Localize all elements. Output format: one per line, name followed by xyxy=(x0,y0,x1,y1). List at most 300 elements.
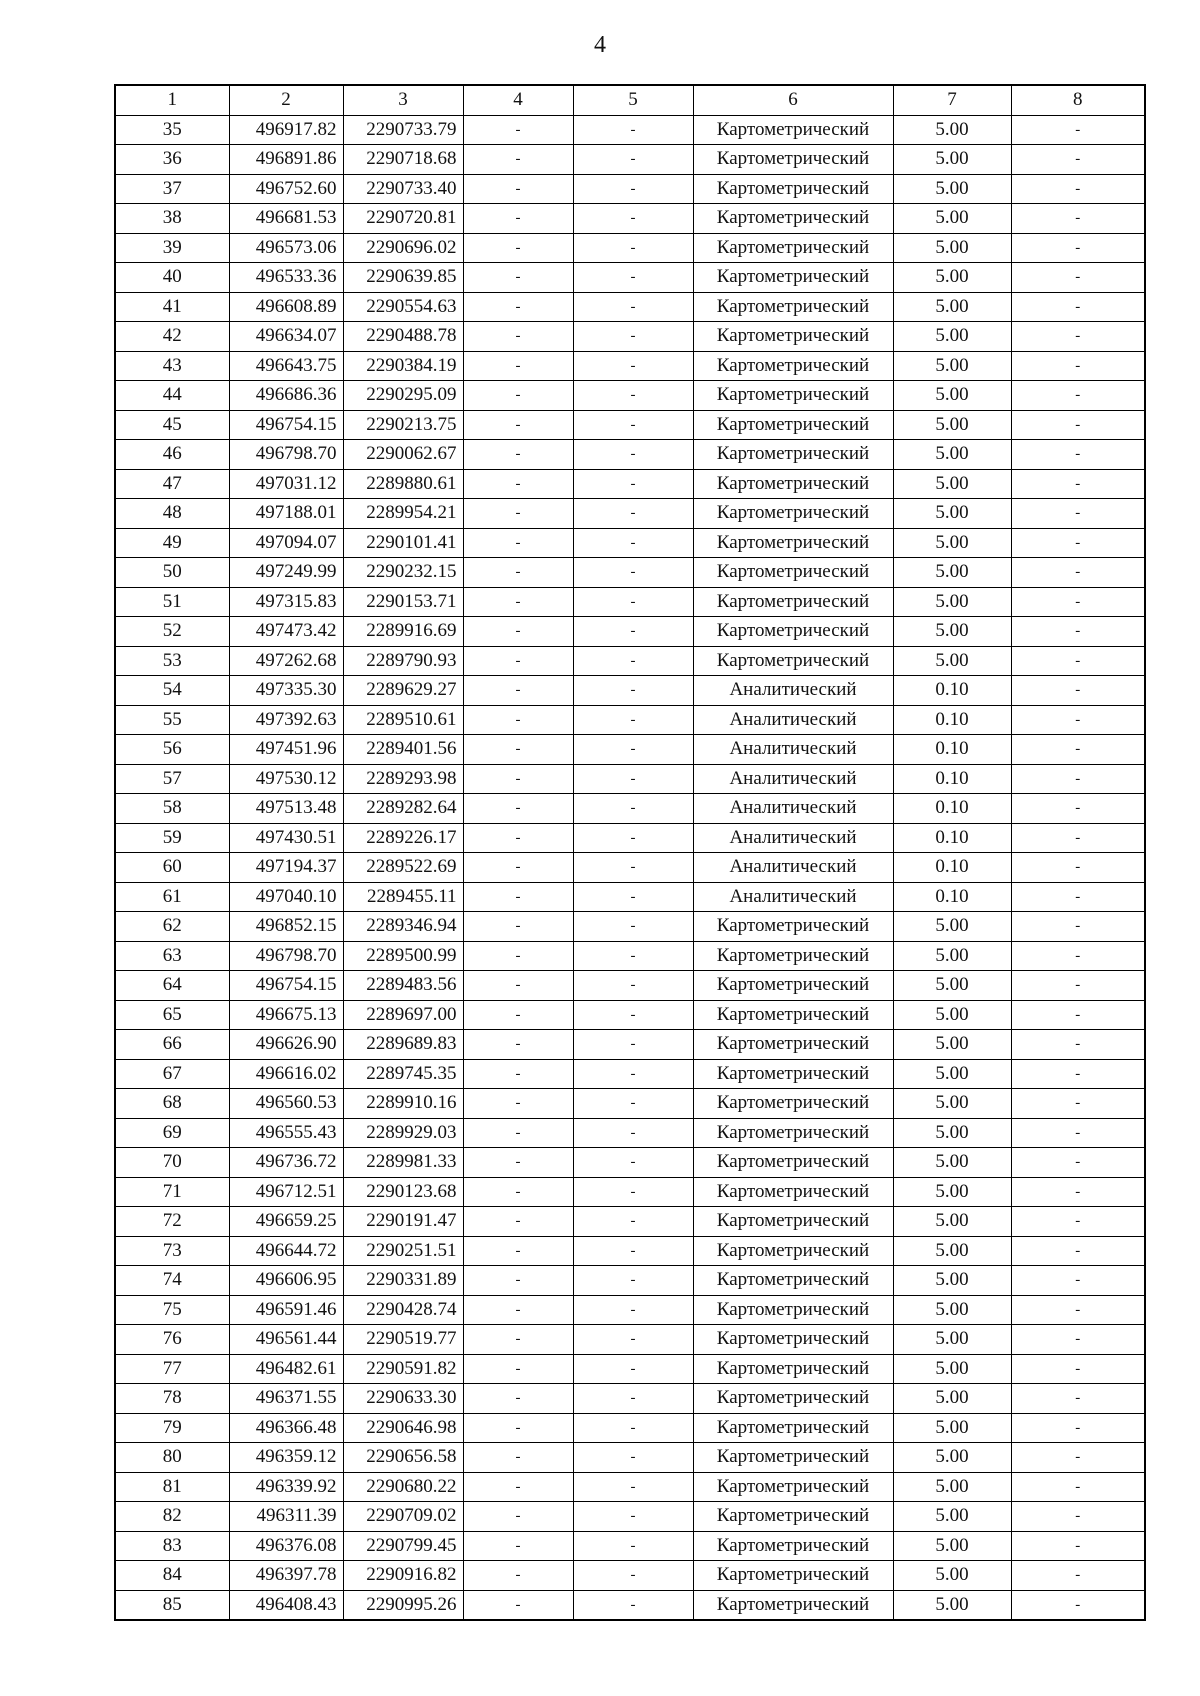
cell-accuracy: 5.00 xyxy=(893,1089,1011,1119)
cell-col-5-value: - xyxy=(573,676,693,706)
cell-x-coordinate: 496754.15 xyxy=(229,410,343,440)
cell-col-8-value: - xyxy=(1011,1295,1145,1325)
cell-col-4-value: - xyxy=(463,1590,573,1620)
cell-col-5-value: - xyxy=(573,558,693,588)
cell-method: Картометрический xyxy=(693,1413,893,1443)
cell-accuracy: 5.00 xyxy=(893,351,1011,381)
cell-col-8-value: - xyxy=(1011,823,1145,853)
cell-x-coordinate: 497249.99 xyxy=(229,558,343,588)
cell-method: Аналитический xyxy=(693,794,893,824)
cell-col-8-value: - xyxy=(1011,1502,1145,1532)
cell-col-5-value: - xyxy=(573,145,693,175)
cell-col-8-value: - xyxy=(1011,1384,1145,1414)
cell-method: Картометрический xyxy=(693,1384,893,1414)
cell-col-5-value: - xyxy=(573,263,693,293)
cell-y-coordinate: 2289483.56 xyxy=(343,971,463,1001)
cell-method: Аналитический xyxy=(693,676,893,706)
cell-col-4-value: - xyxy=(463,1266,573,1296)
cell-col-5-value: - xyxy=(573,617,693,647)
cell-x-coordinate: 496634.07 xyxy=(229,322,343,352)
cell-col-4-value: - xyxy=(463,440,573,470)
cell-x-coordinate: 496675.13 xyxy=(229,1000,343,1030)
cell-col-8-value: - xyxy=(1011,676,1145,706)
cell-accuracy: 5.00 xyxy=(893,558,1011,588)
column-header-7: 7 xyxy=(893,85,1011,115)
cell-col-5-value: - xyxy=(573,469,693,499)
cell-col-4-value: - xyxy=(463,1384,573,1414)
cell-col-8-value: - xyxy=(1011,1561,1145,1591)
table-row xyxy=(115,204,1145,234)
cell-accuracy: 5.00 xyxy=(893,1030,1011,1060)
cell-col-5-value: - xyxy=(573,351,693,381)
cell-accuracy: 5.00 xyxy=(893,646,1011,676)
cell-y-coordinate: 2289455.11 xyxy=(343,882,463,912)
cell-point-number: 51 xyxy=(115,587,229,617)
cell-point-number: 39 xyxy=(115,233,229,263)
cell-y-coordinate: 2290062.67 xyxy=(343,440,463,470)
cell-col-5-value: - xyxy=(573,1059,693,1089)
cell-accuracy: 0.10 xyxy=(893,705,1011,735)
cell-method: Картометрический xyxy=(693,1000,893,1030)
cell-x-coordinate: 496339.92 xyxy=(229,1472,343,1502)
cell-col-4-value: - xyxy=(463,1148,573,1178)
cell-method: Аналитический xyxy=(693,705,893,735)
cell-accuracy: 5.00 xyxy=(893,1325,1011,1355)
table-row xyxy=(115,351,1145,381)
cell-method: Картометрический xyxy=(693,1118,893,1148)
cell-point-number: 48 xyxy=(115,499,229,529)
cell-col-4-value: - xyxy=(463,764,573,794)
cell-x-coordinate: 496644.72 xyxy=(229,1236,343,1266)
cell-col-4-value: - xyxy=(463,263,573,293)
table-row xyxy=(115,440,1145,470)
cell-method: Картометрический xyxy=(693,263,893,293)
cell-point-number: 79 xyxy=(115,1413,229,1443)
cell-method: Картометрический xyxy=(693,558,893,588)
column-header-3: 3 xyxy=(343,85,463,115)
table-row xyxy=(115,1384,1145,1414)
cell-y-coordinate: 2290488.78 xyxy=(343,322,463,352)
cell-col-8-value: - xyxy=(1011,794,1145,824)
cell-col-4-value: - xyxy=(463,1207,573,1237)
cell-accuracy: 5.00 xyxy=(893,115,1011,145)
cell-x-coordinate: 496366.48 xyxy=(229,1413,343,1443)
column-header-6: 6 xyxy=(693,85,893,115)
cell-x-coordinate: 496643.75 xyxy=(229,351,343,381)
cell-col-5-value: - xyxy=(573,941,693,971)
cell-col-4-value: - xyxy=(463,499,573,529)
table-row xyxy=(115,1590,1145,1620)
column-header-5: 5 xyxy=(573,85,693,115)
cell-point-number: 61 xyxy=(115,882,229,912)
cell-col-8-value: - xyxy=(1011,351,1145,381)
cell-method: Картометрический xyxy=(693,440,893,470)
cell-y-coordinate: 2290733.79 xyxy=(343,115,463,145)
cell-col-4-value: - xyxy=(463,941,573,971)
cell-point-number: 50 xyxy=(115,558,229,588)
cell-x-coordinate: 496608.89 xyxy=(229,292,343,322)
cell-accuracy: 0.10 xyxy=(893,882,1011,912)
table-row xyxy=(115,882,1145,912)
cell-method: Аналитический xyxy=(693,853,893,883)
cell-point-number: 56 xyxy=(115,735,229,765)
table-row xyxy=(115,1443,1145,1473)
cell-col-8-value: - xyxy=(1011,1354,1145,1384)
cell-col-4-value: - xyxy=(463,351,573,381)
table-row xyxy=(115,115,1145,145)
cell-x-coordinate: 496561.44 xyxy=(229,1325,343,1355)
cell-x-coordinate: 496712.51 xyxy=(229,1177,343,1207)
cell-method: Картометрический xyxy=(693,1089,893,1119)
cell-accuracy: 5.00 xyxy=(893,1413,1011,1443)
table-row xyxy=(115,1177,1145,1207)
cell-x-coordinate: 496359.12 xyxy=(229,1443,343,1473)
table-row xyxy=(115,1413,1145,1443)
cell-y-coordinate: 2290720.81 xyxy=(343,204,463,234)
cell-point-number: 78 xyxy=(115,1384,229,1414)
cell-col-8-value: - xyxy=(1011,1177,1145,1207)
cell-y-coordinate: 2289954.21 xyxy=(343,499,463,529)
cell-col-8-value: - xyxy=(1011,145,1145,175)
cell-col-8-value: - xyxy=(1011,1059,1145,1089)
cell-x-coordinate: 497335.30 xyxy=(229,676,343,706)
cell-y-coordinate: 2289790.93 xyxy=(343,646,463,676)
table-row xyxy=(115,174,1145,204)
cell-col-5-value: - xyxy=(573,1207,693,1237)
cell-point-number: 83 xyxy=(115,1531,229,1561)
cell-col-5-value: - xyxy=(573,115,693,145)
cell-col-5-value: - xyxy=(573,1295,693,1325)
cell-method: Аналитический xyxy=(693,735,893,765)
cell-method: Картометрический xyxy=(693,204,893,234)
cell-point-number: 47 xyxy=(115,469,229,499)
table-row xyxy=(115,676,1145,706)
cell-col-4-value: - xyxy=(463,823,573,853)
cell-accuracy: 0.10 xyxy=(893,676,1011,706)
cell-y-coordinate: 2290639.85 xyxy=(343,263,463,293)
cell-accuracy: 5.00 xyxy=(893,499,1011,529)
cell-col-5-value: - xyxy=(573,1030,693,1060)
cell-y-coordinate: 2290428.74 xyxy=(343,1295,463,1325)
cell-accuracy: 5.00 xyxy=(893,912,1011,942)
cell-y-coordinate: 2289346.94 xyxy=(343,912,463,942)
cell-x-coordinate: 496659.25 xyxy=(229,1207,343,1237)
cell-x-coordinate: 497040.10 xyxy=(229,882,343,912)
cell-x-coordinate: 496891.86 xyxy=(229,145,343,175)
cell-col-5-value: - xyxy=(573,646,693,676)
cell-col-4-value: - xyxy=(463,558,573,588)
cell-x-coordinate: 497530.12 xyxy=(229,764,343,794)
cell-x-coordinate: 496798.70 xyxy=(229,941,343,971)
cell-point-number: 73 xyxy=(115,1236,229,1266)
cell-point-number: 70 xyxy=(115,1148,229,1178)
cell-col-5-value: - xyxy=(573,853,693,883)
cell-col-8-value: - xyxy=(1011,1089,1145,1119)
cell-x-coordinate: 496371.55 xyxy=(229,1384,343,1414)
cell-accuracy: 0.10 xyxy=(893,735,1011,765)
cell-x-coordinate: 496591.46 xyxy=(229,1295,343,1325)
cell-point-number: 44 xyxy=(115,381,229,411)
cell-col-8-value: - xyxy=(1011,1148,1145,1178)
cell-col-8-value: - xyxy=(1011,617,1145,647)
cell-x-coordinate: 496686.36 xyxy=(229,381,343,411)
cell-method: Картометрический xyxy=(693,410,893,440)
cell-accuracy: 5.00 xyxy=(893,145,1011,175)
table-row xyxy=(115,1148,1145,1178)
cell-point-number: 69 xyxy=(115,1118,229,1148)
column-header-1: 1 xyxy=(115,85,229,115)
cell-accuracy: 5.00 xyxy=(893,1531,1011,1561)
cell-col-8-value: - xyxy=(1011,1000,1145,1030)
cell-point-number: 58 xyxy=(115,794,229,824)
cell-col-4-value: - xyxy=(463,1118,573,1148)
table-row xyxy=(115,233,1145,263)
table-row xyxy=(115,1236,1145,1266)
cell-x-coordinate: 496917.82 xyxy=(229,115,343,145)
cell-accuracy: 5.00 xyxy=(893,1000,1011,1030)
cell-point-number: 38 xyxy=(115,204,229,234)
cell-method: Картометрический xyxy=(693,912,893,942)
cell-col-4-value: - xyxy=(463,1089,573,1119)
cell-accuracy: 5.00 xyxy=(893,440,1011,470)
cell-accuracy: 5.00 xyxy=(893,528,1011,558)
cell-col-8-value: - xyxy=(1011,381,1145,411)
cell-x-coordinate: 496573.06 xyxy=(229,233,343,263)
cell-y-coordinate: 2290554.63 xyxy=(343,292,463,322)
cell-accuracy: 5.00 xyxy=(893,263,1011,293)
cell-y-coordinate: 2289697.00 xyxy=(343,1000,463,1030)
cell-y-coordinate: 2290646.98 xyxy=(343,1413,463,1443)
table-row xyxy=(115,853,1145,883)
cell-col-8-value: - xyxy=(1011,322,1145,352)
cell-point-number: 81 xyxy=(115,1472,229,1502)
cell-col-8-value: - xyxy=(1011,912,1145,942)
cell-x-coordinate: 496533.36 xyxy=(229,263,343,293)
cell-method: Картометрический xyxy=(693,1561,893,1591)
cell-y-coordinate: 2289401.56 xyxy=(343,735,463,765)
cell-x-coordinate: 496754.15 xyxy=(229,971,343,1001)
cell-y-coordinate: 2290331.89 xyxy=(343,1266,463,1296)
cell-y-coordinate: 2289689.83 xyxy=(343,1030,463,1060)
cell-col-5-value: - xyxy=(573,1413,693,1443)
cell-col-5-value: - xyxy=(573,912,693,942)
cell-col-8-value: - xyxy=(1011,174,1145,204)
table-row xyxy=(115,912,1145,942)
cell-x-coordinate: 496376.08 xyxy=(229,1531,343,1561)
cell-accuracy: 0.10 xyxy=(893,823,1011,853)
column-header-4: 4 xyxy=(463,85,573,115)
cell-method: Картометрический xyxy=(693,646,893,676)
cell-y-coordinate: 2289910.16 xyxy=(343,1089,463,1119)
cell-accuracy: 5.00 xyxy=(893,1266,1011,1296)
cell-col-8-value: - xyxy=(1011,1118,1145,1148)
cell-method: Аналитический xyxy=(693,764,893,794)
cell-point-number: 82 xyxy=(115,1502,229,1532)
cell-col-8-value: - xyxy=(1011,1443,1145,1473)
cell-method: Картометрический xyxy=(693,174,893,204)
cell-accuracy: 5.00 xyxy=(893,587,1011,617)
cell-x-coordinate: 497262.68 xyxy=(229,646,343,676)
cell-col-8-value: - xyxy=(1011,263,1145,293)
cell-col-8-value: - xyxy=(1011,1472,1145,1502)
cell-y-coordinate: 2290718.68 xyxy=(343,145,463,175)
table-row xyxy=(115,617,1145,647)
cell-col-5-value: - xyxy=(573,823,693,853)
table-row xyxy=(115,971,1145,1001)
cell-method: Картометрический xyxy=(693,1531,893,1561)
cell-method: Картометрический xyxy=(693,1325,893,1355)
cell-accuracy: 5.00 xyxy=(893,292,1011,322)
table-row xyxy=(115,1354,1145,1384)
cell-col-4-value: - xyxy=(463,1295,573,1325)
cell-y-coordinate: 2290799.45 xyxy=(343,1531,463,1561)
page-number: 4 xyxy=(594,32,606,58)
table-row xyxy=(115,528,1145,558)
cell-col-8-value: - xyxy=(1011,853,1145,883)
cell-col-4-value: - xyxy=(463,853,573,883)
cell-col-4-value: - xyxy=(463,1443,573,1473)
cell-y-coordinate: 2289629.27 xyxy=(343,676,463,706)
cell-col-5-value: - xyxy=(573,410,693,440)
cell-col-5-value: - xyxy=(573,971,693,1001)
cell-method: Картометрический xyxy=(693,145,893,175)
table-row xyxy=(115,145,1145,175)
table-row xyxy=(115,1531,1145,1561)
cell-x-coordinate: 496555.43 xyxy=(229,1118,343,1148)
cell-x-coordinate: 496681.53 xyxy=(229,204,343,234)
cell-col-4-value: - xyxy=(463,912,573,942)
cell-x-coordinate: 497451.96 xyxy=(229,735,343,765)
cell-col-5-value: - xyxy=(573,1443,693,1473)
cell-col-4-value: - xyxy=(463,292,573,322)
cell-col-8-value: - xyxy=(1011,1236,1145,1266)
cell-col-4-value: - xyxy=(463,174,573,204)
cell-x-coordinate: 496560.53 xyxy=(229,1089,343,1119)
cell-x-coordinate: 497094.07 xyxy=(229,528,343,558)
cell-point-number: 75 xyxy=(115,1295,229,1325)
cell-accuracy: 5.00 xyxy=(893,1236,1011,1266)
cell-y-coordinate: 2289510.61 xyxy=(343,705,463,735)
cell-point-number: 62 xyxy=(115,912,229,942)
cell-col-4-value: - xyxy=(463,794,573,824)
cell-col-4-value: - xyxy=(463,410,573,440)
cell-y-coordinate: 2290680.22 xyxy=(343,1472,463,1502)
cell-accuracy: 5.00 xyxy=(893,1177,1011,1207)
header-row xyxy=(115,85,1145,115)
cell-col-5-value: - xyxy=(573,587,693,617)
cell-col-5-value: - xyxy=(573,1561,693,1591)
table-row xyxy=(115,1118,1145,1148)
cell-col-8-value: - xyxy=(1011,204,1145,234)
cell-method: Картометрический xyxy=(693,1443,893,1473)
table-row xyxy=(115,1059,1145,1089)
cell-point-number: 45 xyxy=(115,410,229,440)
cell-method: Картометрический xyxy=(693,1354,893,1384)
cell-x-coordinate: 496852.15 xyxy=(229,912,343,942)
cell-col-4-value: - xyxy=(463,676,573,706)
cell-col-5-value: - xyxy=(573,1531,693,1561)
cell-y-coordinate: 2290591.82 xyxy=(343,1354,463,1384)
cell-method: Картометрический xyxy=(693,1502,893,1532)
cell-method: Картометрический xyxy=(693,1059,893,1089)
cell-col-4-value: - xyxy=(463,1177,573,1207)
table-row xyxy=(115,1502,1145,1532)
cell-col-5-value: - xyxy=(573,1325,693,1355)
cell-point-number: 46 xyxy=(115,440,229,470)
cell-method: Картометрический xyxy=(693,971,893,1001)
cell-col-4-value: - xyxy=(463,971,573,1001)
cell-col-5-value: - xyxy=(573,1384,693,1414)
cell-point-number: 36 xyxy=(115,145,229,175)
cell-y-coordinate: 2290153.71 xyxy=(343,587,463,617)
cell-accuracy: 5.00 xyxy=(893,410,1011,440)
cell-accuracy: 5.00 xyxy=(893,1059,1011,1089)
table-row xyxy=(115,1089,1145,1119)
cell-col-4-value: - xyxy=(463,469,573,499)
cell-col-4-value: - xyxy=(463,587,573,617)
cell-point-number: 49 xyxy=(115,528,229,558)
cell-method: Аналитический xyxy=(693,823,893,853)
cell-col-4-value: - xyxy=(463,705,573,735)
cell-x-coordinate: 497031.12 xyxy=(229,469,343,499)
cell-method: Картометрический xyxy=(693,1148,893,1178)
cell-col-8-value: - xyxy=(1011,646,1145,676)
cell-col-5-value: - xyxy=(573,1236,693,1266)
table-row xyxy=(115,705,1145,735)
table-row xyxy=(115,469,1145,499)
cell-col-5-value: - xyxy=(573,1000,693,1030)
cell-method: Картометрический xyxy=(693,115,893,145)
cell-col-5-value: - xyxy=(573,882,693,912)
cell-col-5-value: - xyxy=(573,174,693,204)
coordinates-table xyxy=(114,84,1146,1621)
cell-col-8-value: - xyxy=(1011,1590,1145,1620)
table-row xyxy=(115,410,1145,440)
cell-point-number: 65 xyxy=(115,1000,229,1030)
cell-method: Картометрический xyxy=(693,587,893,617)
cell-col-8-value: - xyxy=(1011,1531,1145,1561)
cell-x-coordinate: 496616.02 xyxy=(229,1059,343,1089)
cell-accuracy: 5.00 xyxy=(893,1207,1011,1237)
table-row xyxy=(115,263,1145,293)
cell-accuracy: 5.00 xyxy=(893,1295,1011,1325)
cell-col-4-value: - xyxy=(463,1030,573,1060)
cell-accuracy: 5.00 xyxy=(893,381,1011,411)
cell-col-8-value: - xyxy=(1011,292,1145,322)
cell-col-8-value: - xyxy=(1011,469,1145,499)
table-row xyxy=(115,1000,1145,1030)
cell-point-number: 40 xyxy=(115,263,229,293)
cell-col-4-value: - xyxy=(463,1502,573,1532)
cell-col-5-value: - xyxy=(573,1472,693,1502)
table-row xyxy=(115,322,1145,352)
cell-col-5-value: - xyxy=(573,528,693,558)
column-header-2: 2 xyxy=(229,85,343,115)
table-row xyxy=(115,1325,1145,1355)
table-row xyxy=(115,292,1145,322)
cell-point-number: 59 xyxy=(115,823,229,853)
cell-point-number: 35 xyxy=(115,115,229,145)
cell-x-coordinate: 497315.83 xyxy=(229,587,343,617)
cell-method: Картометрический xyxy=(693,233,893,263)
cell-x-coordinate: 497194.37 xyxy=(229,853,343,883)
cell-col-8-value: - xyxy=(1011,764,1145,794)
cell-method: Картометрический xyxy=(693,1030,893,1060)
cell-point-number: 52 xyxy=(115,617,229,647)
cell-y-coordinate: 2289916.69 xyxy=(343,617,463,647)
cell-col-8-value: - xyxy=(1011,705,1145,735)
cell-point-number: 64 xyxy=(115,971,229,1001)
